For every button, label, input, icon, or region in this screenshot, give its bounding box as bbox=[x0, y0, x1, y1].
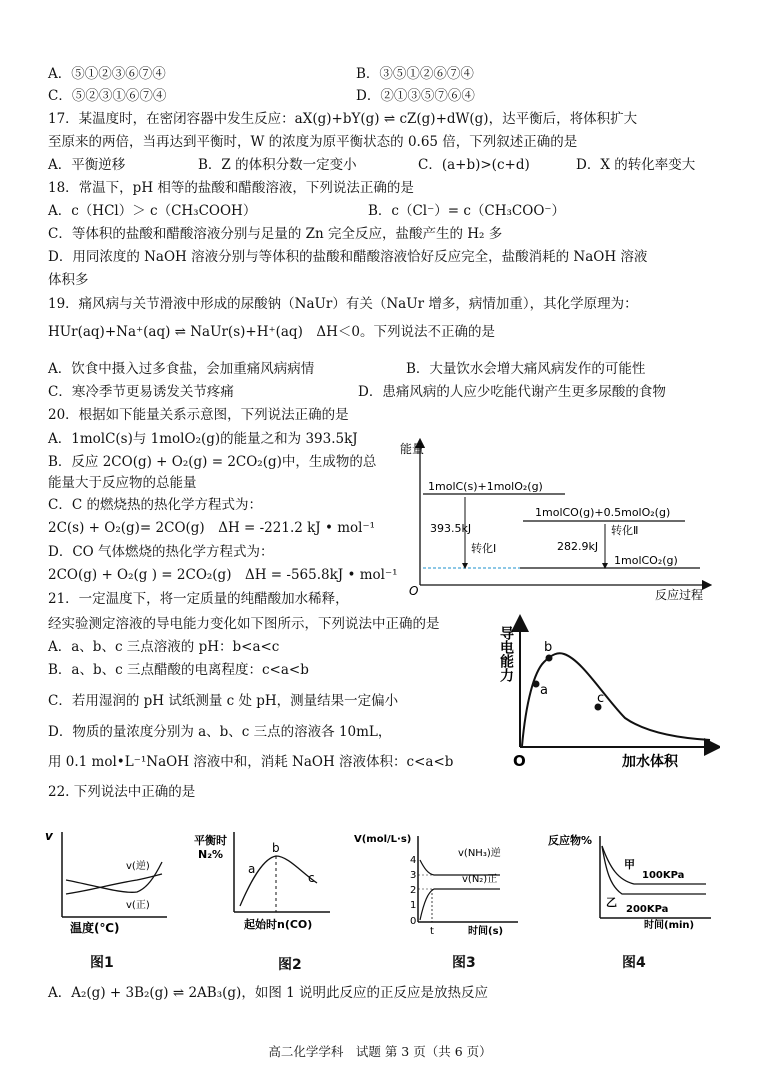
level-co-o2: 1molCO(g)+0.5molO₂(g) bbox=[535, 506, 671, 519]
q18-option-d-line1: D．用同浓度的 NaOH 溶液分别与等体积的盐酸和醋酸溶液恰好反应完全，盐酸消耗的 NaOH 溶液 bbox=[48, 249, 648, 265]
q19-stem-line1: 19．痛风病与关节滑液中形成的尿酸钠（NaUr）有关（NaUr 增多，病情加重），其化学原理为： bbox=[48, 296, 638, 312]
level-co2: 1molCO₂(g) bbox=[614, 554, 678, 567]
label-a: a bbox=[540, 683, 548, 698]
q20-option-c-line2: 2C(s) + O₂(g)= 2CO(g) ΔH = -221.2 kJ • mol⁻¹ bbox=[48, 520, 376, 536]
fig4-x-label: 时间(min) bbox=[644, 920, 695, 931]
page-footer: 高二化学学科 试题 第 3 页（共 6 页） bbox=[268, 1044, 492, 1059]
q18-option-b: B．c（Cl⁻）= c（CH₃COO⁻） bbox=[368, 203, 566, 219]
conversion-2: 转化Ⅱ bbox=[611, 524, 639, 537]
q22-stem: 22. 下列说法中正确的是 bbox=[48, 784, 196, 800]
fig4-label-yi: 乙 bbox=[606, 896, 617, 909]
conductivity-origin: O bbox=[513, 752, 526, 770]
fig4-pressure-2: 200KPa bbox=[626, 904, 669, 915]
fig1-y-label: v bbox=[45, 829, 53, 843]
q16-option-a: A．⑤①②③⑥⑦④ bbox=[48, 66, 166, 82]
q21-option-a: A．a、b、c 三点溶液的 pH：b<a<c bbox=[48, 639, 280, 655]
energy-y-label-1: 能量 bbox=[400, 442, 425, 456]
q17-option-d: D．X 的转化率变大 bbox=[576, 157, 696, 173]
fig2-label-a: a bbox=[248, 862, 256, 876]
q20-option-a: A．1molC(s)与 1molO₂(g)的能量之和为 393.5kJ bbox=[48, 431, 358, 447]
fig3-series-1: v(NH₃)逆 bbox=[458, 848, 501, 859]
fig4-label-jia: 甲 bbox=[624, 858, 635, 871]
point-b bbox=[546, 655, 553, 662]
energy-diagram bbox=[395, 435, 715, 605]
q20-option-d-line2: 2CO(g) + O₂(g ) = 2CO₂(g) ΔH = -565.8kJ • mol⁻¹ bbox=[48, 567, 398, 583]
q16-option-c: C．⑤②③①⑥⑦④ bbox=[48, 88, 167, 104]
q21-stem-line1: 21．一定温度下，将一定质量的纯醋酸加水稀释， bbox=[48, 591, 349, 607]
fig3-series-2: v(N₂)正 bbox=[462, 874, 498, 885]
figure-4 bbox=[546, 828, 716, 940]
q17-option-a: A．平衡逆移 bbox=[48, 157, 126, 173]
q18-option-c: C．等体积的盐酸和醋酸溶液分别与足量的 Zn 完全反应，盐酸产生的 H₂ 多 bbox=[48, 226, 503, 242]
q17-stem-line1: 17．某温度时，在密闭容器中发生反应：aX(g)+bY(g) ⇌ cZ(g)+dW(g)，达平衡后，将体积扩大 bbox=[48, 111, 638, 127]
q20-option-b-line2: 能量大于反应物的总能量 bbox=[48, 475, 197, 491]
fig1-fwd-label: v(正) bbox=[126, 900, 150, 911]
fig3-caption: 图3 bbox=[452, 955, 476, 971]
fig3-t-label: t bbox=[430, 926, 434, 937]
q19-option-b: B．大量饮水会增大痛风病发作的可能性 bbox=[406, 361, 646, 377]
q19-option-a: A．饮食中摄入过多食盐，会加重痛风病病情 bbox=[48, 361, 315, 377]
gap-282: 282.9kJ bbox=[557, 540, 599, 553]
q18-option-d-line2: 体积多 bbox=[48, 272, 89, 288]
q21-option-b: B．a、b、c 三点醋酸的电离程度：c<a<b bbox=[48, 662, 309, 678]
fig3-y-label: V(mol/L·s) bbox=[354, 834, 412, 845]
q18-option-a: A．c（HCl）＞ c（CH₃COOH） bbox=[48, 203, 257, 219]
label-c: c bbox=[597, 691, 605, 706]
q17-option-c: C．(a+b)>(c+d) bbox=[418, 157, 530, 173]
fig1-caption: 图1 bbox=[90, 955, 114, 971]
fig3-x-label: 时间(s) bbox=[468, 926, 504, 937]
q21-option-c: C．若用湿润的 pH 试纸测量 c 处 pH，测量结果一定偏小 bbox=[48, 693, 399, 709]
q20-stem: 20．根据如下能量关系示意图，下列说法正确的是 bbox=[48, 407, 349, 423]
fig2-caption: 图2 bbox=[278, 957, 302, 973]
q22-option-a: A．A₂(g) + 3B₂(g) ⇌ 2AB₃(g)，如图 1 说明此反应的正反应是放热反应 bbox=[48, 985, 488, 1001]
fig2-label-c: c bbox=[308, 871, 315, 885]
figure-3 bbox=[350, 828, 520, 940]
q19-stem-line2: HUr(aq)+Na⁺(aq) ⇌ NaUr(s)+H⁺(aq) ΔH＜0。下列说法不正确的是 bbox=[48, 324, 495, 340]
q21-stem-line2: 经实验测定溶液的导电能力变化如下图所示，下列说法中正确的是 bbox=[48, 616, 440, 632]
fig2-label-b: b bbox=[272, 841, 280, 855]
conductivity-x-label: 加水体积 bbox=[622, 754, 678, 770]
fig2-x-label: 起始时n(CO) bbox=[244, 918, 313, 931]
figure-2 bbox=[192, 828, 332, 940]
fig3-tick-3: 3 bbox=[410, 870, 417, 881]
conductivity-y-label: 导电能力 bbox=[498, 626, 514, 682]
fig2-y-label-2: N₂% bbox=[198, 848, 224, 861]
q18-stem: 18．常温下，pH 相等的盐酸和醋酸溶液，下列说法正确的是 bbox=[48, 180, 414, 196]
gap-393: 393.5kJ bbox=[430, 522, 472, 535]
q16-option-d: D．②①③⑤⑦⑥④ bbox=[356, 88, 475, 104]
energy-origin: O bbox=[409, 584, 419, 598]
fig4-pressure-1: 100KPa bbox=[642, 870, 685, 881]
q21-option-d-line1: D．物质的量浓度分别为 a、b、c 三点的溶液各 10mL， bbox=[48, 724, 392, 740]
q16-option-b: B．③⑤①②⑥⑦④ bbox=[356, 66, 474, 82]
q19-option-c: C．寒冷季节更易诱发关节疼痛 bbox=[48, 384, 234, 400]
q17-option-b: B．Z 的体积分数一定变小 bbox=[198, 157, 357, 173]
fig1-x-label: 温度(℃) bbox=[70, 921, 120, 934]
energy-x-label: 反应过程 bbox=[655, 588, 704, 602]
fig3-tick-1: 1 bbox=[410, 900, 417, 911]
label-b: b bbox=[544, 640, 553, 655]
fig3-tick-2: 2 bbox=[410, 885, 417, 896]
fig4-caption: 图4 bbox=[622, 955, 646, 971]
q19-option-d: D．患痛风病的人应少吃能代谢产生更多尿酸的食物 bbox=[358, 384, 666, 400]
q17-stem-line2: 至原来的两倍，当再达到平衡时，W 的浓度为原平衡状态的 0.65 倍，下列叙述正确的是 bbox=[48, 134, 578, 150]
point-a bbox=[533, 681, 540, 688]
q20-option-d-line1: D．CO 气体燃烧的热化学方程式为： bbox=[48, 544, 274, 560]
q20-option-b-line1: B．反应 2CO(g) + O₂(g) = 2CO₂(g)中，生成物的总 bbox=[48, 454, 377, 470]
figure-1 bbox=[42, 822, 170, 934]
q21-option-d-line2: 用 0.1 mol•L⁻¹NaOH 溶液中和，消耗 NaOH 溶液体积：c<a<b bbox=[48, 754, 454, 770]
conversion-1: 转化Ⅰ bbox=[471, 542, 497, 555]
fig2-y-label-1: 平衡时 bbox=[194, 834, 227, 847]
conductivity-graph bbox=[470, 612, 720, 774]
q20-option-c-line1: C．C 的燃烧热的热化学方程式为： bbox=[48, 497, 262, 513]
level-c-o2: 1molC(s)+1molO₂(g) bbox=[428, 480, 543, 493]
fig4-y-label: 反应物% bbox=[548, 834, 593, 847]
fig3-tick-0: 0 bbox=[410, 916, 417, 927]
fig1-rev-label: v(逆) bbox=[126, 861, 150, 872]
fig3-tick-4: 4 bbox=[410, 855, 417, 866]
